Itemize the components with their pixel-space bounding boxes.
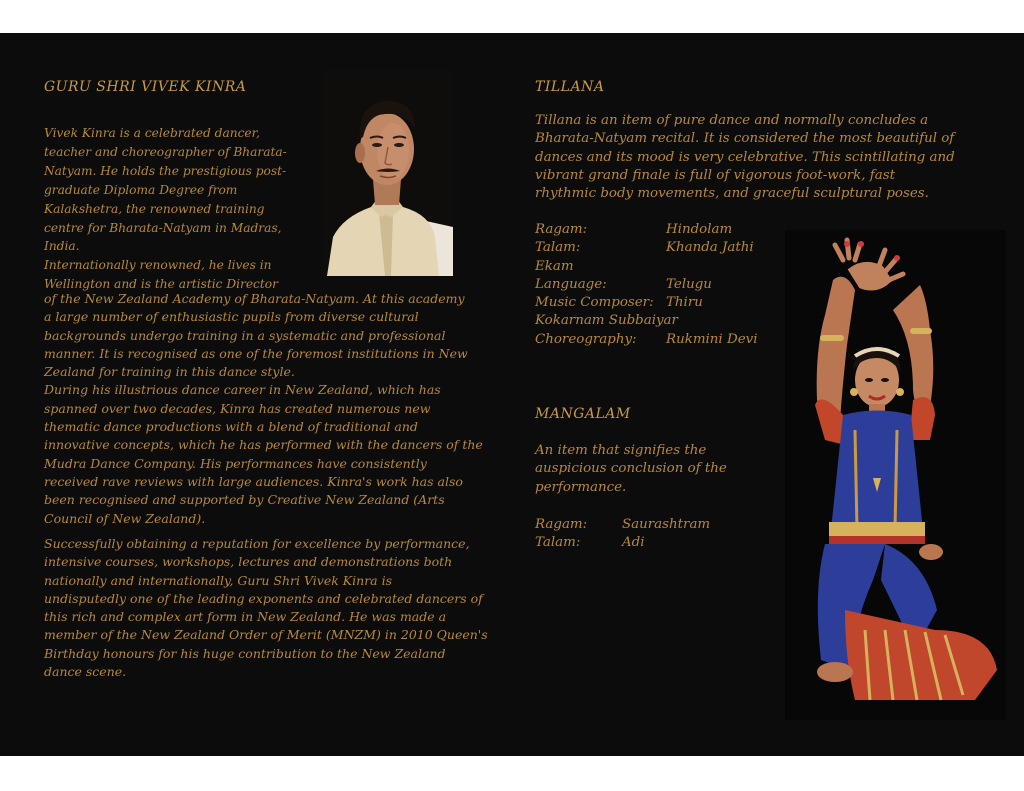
bio-line: Successfully obtaining a reputation for excellence by performance,	[44, 536, 470, 551]
tillana-description	[535, 112, 955, 203]
bio-line: this rich and complex art form in New Zealand. He was made a	[44, 609, 447, 625]
detail-row	[535, 221, 780, 239]
detail-label: Music Composer:	[535, 295, 654, 311]
detail-value: Rukmini Devi	[666, 331, 758, 347]
bio-paragraph-2-intro	[44, 256, 278, 294]
tillana-details	[535, 221, 780, 349]
detail-row	[535, 276, 780, 294]
detail-value: Thiru	[666, 295, 703, 311]
bio-line: Zealand for training in this dance style.	[44, 364, 295, 380]
guru-portrait-photo	[323, 67, 453, 276]
mangalam-line: auspicious conclusion of the	[535, 461, 727, 477]
bio-line: graduate Diploma Degree from	[44, 182, 238, 197]
bio-line: been recognised and supported by Creative New Zealand (Arts	[44, 492, 445, 508]
tillana-line: Tillana is an item of pure dance and normally concludes a	[535, 113, 929, 128]
bio-line: Vivek Kinra is a celebrated dancer,	[44, 126, 260, 140]
detail-value: Hindolam	[666, 222, 733, 237]
mangalam-heading: MANGALAM	[535, 406, 631, 422]
bio-line: member of the New Zealand Order of Merit (MNZM) in 2010 Queen's	[44, 627, 488, 643]
mangalam-line: An item that signifies the	[535, 443, 707, 458]
bio-line: nationally and internationally, Guru Shri Vivek Kinra is	[44, 572, 393, 588]
detail-row	[535, 534, 735, 552]
bio-line: spanned over two decades, Kinra has created numerous new	[44, 400, 431, 416]
detail-row	[535, 312, 780, 330]
detail-row	[535, 258, 780, 276]
bio-paragraph-3	[44, 535, 488, 681]
detail-row	[535, 331, 780, 349]
mangalam-details	[535, 516, 735, 553]
bio-line: thematic dance productions with a blend of traditional and	[44, 419, 418, 435]
detail-value: Khanda Jathi	[666, 240, 754, 256]
bio-line: Natyam. He holds the prestigious post-	[44, 163, 287, 178]
detail-label: Language:	[535, 276, 607, 292]
tillana-heading: TILLANA	[535, 79, 605, 95]
detail-label: Ragam:	[535, 517, 588, 532]
detail-label: Kokarnam Subbaiyar	[535, 313, 678, 329]
tillana-line: Bharata-Natyam recital. It is considered the most beautiful of	[535, 131, 955, 147]
bio-line: During his illustrious dance career in New Zealand, which has	[44, 382, 441, 398]
bio-line: Internationally renowned, he lives in	[44, 258, 272, 272]
detail-row	[535, 516, 735, 534]
bio-line: backgrounds undergo training in a systematic and professional	[44, 327, 446, 343]
bio-paragraph-1	[44, 124, 287, 256]
bio-line: teacher and choreographer of Bharata-	[44, 144, 287, 159]
mangalam-line: performance.	[535, 479, 627, 495]
bio-line: manner. It is recognised as one of the foremost institutions in New	[44, 345, 468, 361]
detail-row	[535, 239, 780, 257]
tillana-line: rhythmic body movements, and graceful sculptural poses.	[535, 186, 929, 202]
detail-label: Ekam	[535, 258, 574, 274]
bio-line: Council of New Zealand).	[44, 510, 206, 526]
detail-label: Choreography:	[535, 331, 637, 347]
mangalam-description	[535, 442, 727, 497]
bio-line: Kalakshetra, the renowned training	[44, 201, 265, 216]
bio-line: intensive courses, workshops, lectures and demonstrations both	[44, 554, 453, 570]
bio-line: a large number of enthusiastic pupils from diverse cultural	[44, 309, 419, 325]
bio-line: undisputedly one of the leading exponents and celebrated dancers of	[44, 590, 483, 606]
detail-label: Talam:	[535, 535, 581, 551]
bio-line: innovative concepts, which he has performed with the dancers of the	[44, 437, 483, 453]
guru-heading: GURU SHRI VIVEK KINRA	[44, 79, 247, 95]
detail-value: Saurashtram	[622, 517, 711, 532]
tillana-line: vibrant grand finale is full of vigorous foot-work, fast	[535, 167, 895, 183]
bio-paragraph-2	[44, 290, 483, 528]
bio-line: dance scene.	[44, 664, 127, 680]
bio-line: Mudra Dance Company. His performances have consistently	[44, 455, 427, 471]
detail-row	[535, 294, 780, 312]
bio-line: centre for Bharata-Natyam in Madras,	[44, 220, 282, 235]
tillana-line: dances and its mood is very celebrative. This scintillating and	[535, 149, 955, 165]
bio-line: of the New Zealand Academy of Bharata-Natyam. At this academy	[44, 291, 465, 306]
dancer-photo	[785, 230, 1006, 720]
bio-line: Birthday honours for his huge contribution to the New Zealand	[44, 645, 446, 661]
detail-label: Ragam:	[535, 222, 588, 237]
detail-value: Adi	[622, 535, 645, 551]
bio-line: India.	[44, 239, 80, 254]
detail-label: Talam:	[535, 240, 581, 256]
bio-line: Wellington and is the artistic Director	[44, 276, 278, 291]
detail-value: Telugu	[666, 276, 712, 292]
bio-line: received rave reviews with large audiences. Kinra's work has also	[44, 473, 463, 489]
